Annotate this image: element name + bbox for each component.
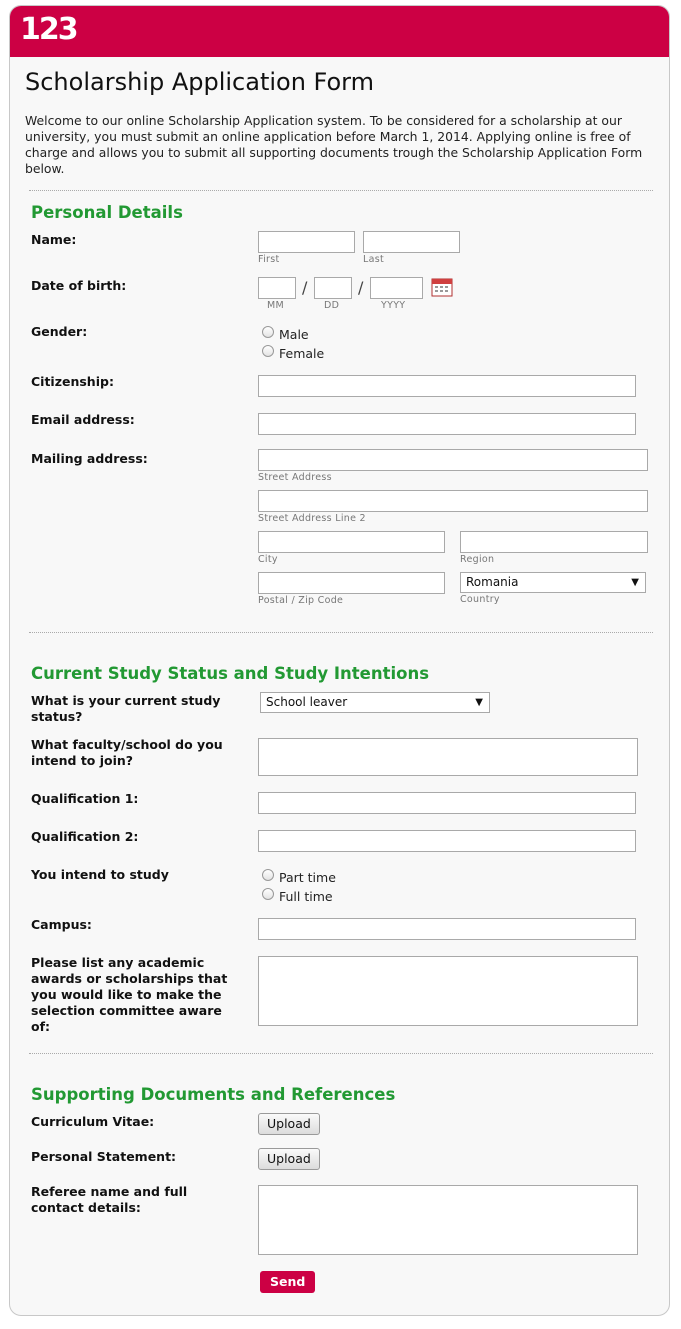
date-slash: /: [358, 278, 364, 297]
page-title: Scholarship Application Form: [25, 68, 374, 96]
last-sublabel: Last: [363, 254, 384, 265]
campus-label: Campus:: [31, 917, 92, 932]
mailing-address-label: Mailing address:: [31, 451, 148, 466]
region-sublabel: Region: [460, 554, 495, 565]
street-address-sublabel: Street Address: [258, 472, 332, 483]
personal-statement-label: Personal Statement:: [31, 1149, 177, 1164]
gender-male-radio[interactable]: [262, 326, 274, 338]
study-status-value: School leaver: [266, 695, 348, 709]
chevron-down-icon: ▼: [475, 697, 483, 708]
date-slash: /: [302, 278, 308, 297]
gender-female-radio[interactable]: [262, 345, 274, 357]
calendar-icon[interactable]: [431, 277, 453, 297]
email-input[interactable]: [258, 413, 636, 435]
gender-male-label[interactable]: Male: [279, 327, 309, 342]
full-time-radio[interactable]: [262, 888, 274, 900]
gender-female-label[interactable]: Female: [279, 346, 325, 361]
country-select[interactable]: [460, 572, 646, 593]
chevron-down-icon: ▼: [631, 577, 639, 588]
first-sublabel: First: [258, 254, 280, 265]
divider: [29, 1053, 653, 1054]
city-sublabel: City: [258, 554, 278, 565]
referee-label: Referee name and full contact details:: [31, 1184, 188, 1215]
country-value: Romania: [466, 575, 519, 589]
full-time-label[interactable]: Full time: [279, 889, 333, 904]
part-time-label[interactable]: Part time: [279, 870, 336, 885]
dob-day-input[interactable]: [314, 277, 352, 299]
postal-code-input[interactable]: [258, 572, 445, 594]
qualification-1-input[interactable]: [258, 792, 636, 814]
name-label: Name:: [31, 232, 77, 247]
logo: 123: [20, 12, 77, 47]
region-input[interactable]: [460, 531, 648, 553]
personal-statement-upload-button[interactable]: Upload: [258, 1148, 320, 1170]
cv-label: Curriculum Vitae:: [31, 1114, 155, 1129]
yyyy-sublabel: YYYY: [381, 300, 406, 311]
faculty-label: What faculty/school do you intend to join?: [31, 737, 223, 768]
qualification-1-label: Qualification 1:: [31, 791, 139, 806]
campus-input[interactable]: [258, 918, 636, 940]
citizenship-input[interactable]: [258, 375, 636, 397]
study-status-select[interactable]: [260, 692, 490, 713]
street-address-input[interactable]: [258, 449, 648, 471]
last-name-input[interactable]: [363, 231, 460, 253]
postal-code-sublabel: Postal / Zip Code: [258, 595, 344, 606]
part-time-radio[interactable]: [262, 869, 274, 881]
referee-textarea[interactable]: [258, 1185, 638, 1255]
country-sublabel: Country: [460, 594, 500, 605]
faculty-textarea[interactable]: [258, 738, 638, 776]
citizenship-label: Citizenship:: [31, 374, 114, 389]
street-address-line2-sublabel: Street Address Line 2: [258, 513, 366, 524]
section-supporting-documents: Supporting Documents and References: [31, 1085, 396, 1104]
send-button[interactable]: Send: [260, 1271, 315, 1293]
intend-to-study-label: You intend to study: [31, 867, 169, 882]
section-personal-details: Personal Details: [31, 203, 183, 222]
divider: [29, 190, 653, 191]
divider: [29, 632, 653, 633]
dob-year-input[interactable]: [370, 277, 423, 299]
email-label: Email address:: [31, 412, 135, 427]
dob-label: Date of birth:: [31, 278, 127, 293]
first-name-input[interactable]: [258, 231, 355, 253]
city-input[interactable]: [258, 531, 445, 553]
study-status-label: What is your current study status?: [31, 693, 221, 724]
awards-textarea[interactable]: [258, 956, 638, 1026]
intro-text: Welcome to our online Scholarship Application system. To be considered for a scholarship at our university, you must submit an online application before March 1, 2014. Applying online is free of charge and allows you to submit all supporting documents trough the Scholarship Application Form below.: [25, 113, 643, 176]
qualification-2-label: Qualification 2:: [31, 829, 139, 844]
gender-label: Gender:: [31, 324, 88, 339]
awards-label: Please list any academic awards or scholarships that you would like to make the selection committee aware of:: [31, 955, 228, 1034]
cv-upload-button[interactable]: Upload: [258, 1113, 320, 1135]
header-bar: [10, 6, 669, 57]
qualification-2-input[interactable]: [258, 830, 636, 852]
street-address-line2-input[interactable]: [258, 490, 648, 512]
dob-month-input[interactable]: [258, 277, 296, 299]
dd-sublabel: DD: [324, 300, 340, 311]
section-study-status: Current Study Status and Study Intentions: [31, 664, 430, 683]
mm-sublabel: MM: [267, 300, 284, 311]
